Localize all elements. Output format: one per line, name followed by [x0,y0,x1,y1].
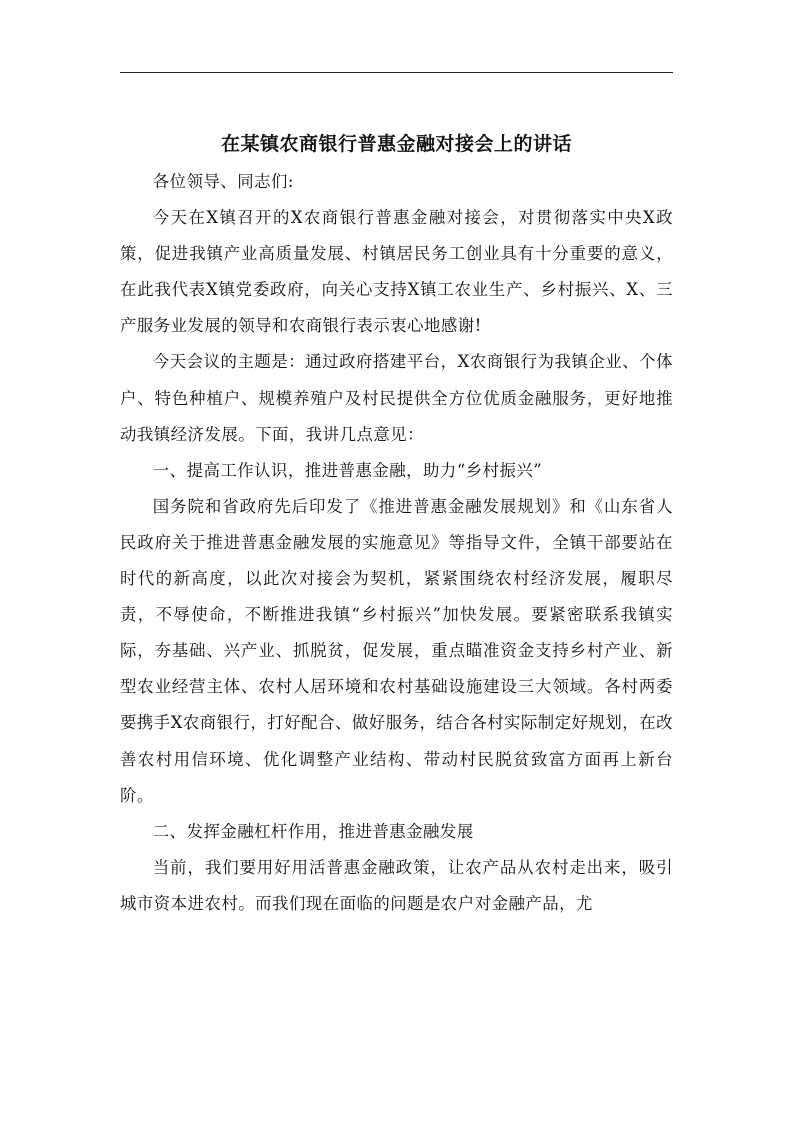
header-rule [120,72,673,73]
paragraph-opening: 今天在X镇召开的X农商银行普惠金融对接会，对贯彻落实中央X政策，促进我镇产业高质量发展、村镇居民务工创业具有十分重要的意义，在此我代表X镇党委政府，向关心支持X镇工农业生产、乡村振兴、X、三产服务业发展的领导和农商银行表示衷心地感谢! [120,208,673,336]
paragraph-meeting-theme: 今天会议的主题是：通过政府搭建平台，X农商银行为我镇企业、个体户、特色种植户、规模养殖户及村民提供全方位优质金融服务，更好地推动我镇经济发展。下面，我讲几点意见： [120,352,673,444]
salutation: 各位领导、同志们: [152,172,294,191]
section-heading-1: 一、提高工作认识，推进普惠金融，助力“乡村振兴” [152,460,543,480]
section-heading-2: 二、发挥金融杠杆作用，推进普惠金融发展 [152,821,474,841]
document-title: 在某镇农商银行普惠金融对接会上的讲话 [220,133,572,155]
document-body [120,124,673,922]
paragraph-section-1: 国务院和省政府先后印发了《推进普惠金融发展规划》和《山东省人民政府关于推进普惠金融发展的实施意见》等指导文件，全镇干部要站在时代的新高度，以此次对接会为契机，紧紧围绕农村经济发展，履职尽责，不辱使命，不断推进我镇“乡村振兴”加快发展。要紧密联系我镇实际，夯基础、兴产业、抓脱贫，促发展，重点瞄准资金支持乡村产业、新型农业经营主体、农村人居环境和农村基础设施建设三大领域。各村两委要携手X农商银行，打好配合、做好服务，结合各村实际制定好规划，在改善农村用信环境、优化调整产业结构、带动村民脱贫致富方面再上新台阶。 [120,496,673,805]
paragraph-section-2: 当前，我们要用好用活普惠金融政策，让农产品从农村走出来，吸引城市资本进农村。而我们现在面临的问题是农户对金融产品，尤 [120,857,673,913]
